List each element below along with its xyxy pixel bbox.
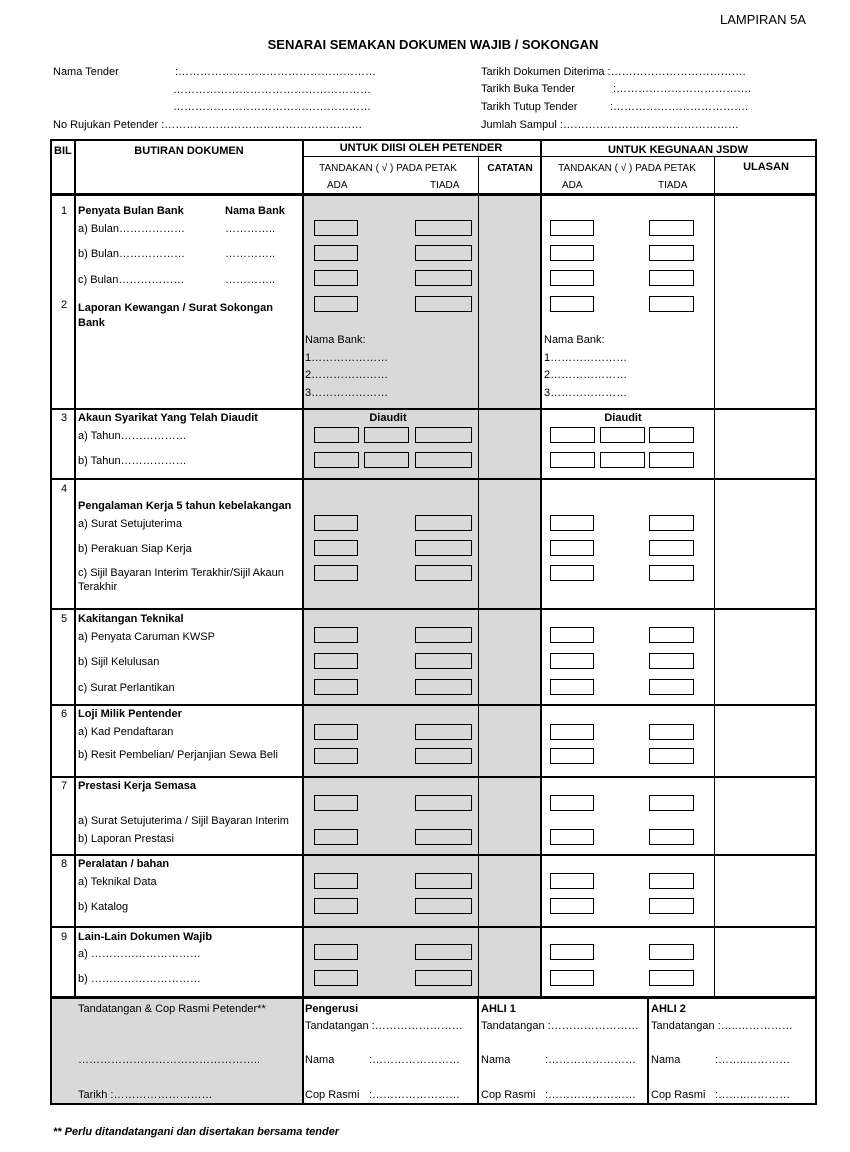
checkbox-tiada-jsdw[interactable] xyxy=(649,296,694,312)
row-line-7 xyxy=(50,776,817,778)
item-dots: ………….. xyxy=(225,223,276,235)
checkbox-ada-jsdw[interactable] xyxy=(550,970,594,986)
pengerusi-cop-label: Cop Rasmi xyxy=(305,1089,360,1101)
nama-bank-petender: Nama Bank: xyxy=(305,334,366,346)
checkbox-tiada-petender[interactable] xyxy=(415,653,472,669)
ahli1-name-label: Nama xyxy=(481,1054,511,1066)
checkbox-ada-petender[interactable] xyxy=(314,944,358,960)
checkbox-tiada-petender[interactable] xyxy=(415,627,472,643)
checkbox-tiada-petender[interactable] xyxy=(415,565,472,581)
petender-signature-line[interactable]: ………………………………………….. xyxy=(78,1054,261,1066)
ahli2-cop-label: Cop Rasmi xyxy=(651,1089,706,1101)
section-title: Kakitangan Teknikal xyxy=(78,613,184,625)
item-label: c) Sijil Bayaran Interim Terakhir/Sijil Akaun xyxy=(78,567,284,579)
bank-line: 3………………… xyxy=(305,387,389,399)
nama-bank-label: Nama Bank xyxy=(225,205,285,217)
checkbox-ada-petender[interactable] xyxy=(314,829,358,845)
checkbox-ada-petender[interactable] xyxy=(314,296,358,312)
checkbox-ada-jsdw[interactable] xyxy=(550,679,594,695)
sig-divider-2 xyxy=(647,997,649,1105)
checkbox-ada-jsdw[interactable] xyxy=(550,873,594,889)
item-label: a) Surat Setujuterima xyxy=(78,518,182,530)
checkbox-tiada-petender[interactable] xyxy=(415,296,472,312)
nama-tender-label: Nama Tender xyxy=(53,66,119,78)
bank-line: 1………………… xyxy=(544,352,628,364)
diaudit-label-petender: Diaudit xyxy=(369,412,407,424)
checkbox-tiada-petender[interactable] xyxy=(415,427,472,443)
row-number: 2 xyxy=(61,299,68,311)
item-label: b) Resit Pembelian/ Perjanjian Sewa Beli xyxy=(78,749,278,761)
checkbox-tiada-petender[interactable] xyxy=(415,898,472,914)
checkbox-tiada-petender[interactable] xyxy=(415,245,472,261)
header-bottom-line xyxy=(50,193,817,196)
ahli2-label: AHLI 2 xyxy=(651,1003,686,1015)
checkbox-tiada-petender[interactable] xyxy=(415,452,472,468)
item-label: a) Kad Pendaftaran xyxy=(78,726,174,738)
butiran-column-line xyxy=(302,139,304,1105)
checkbox-tiada-jsdw[interactable] xyxy=(649,452,694,468)
petender-header: UNTUK DIISI OLEH PETENDER xyxy=(339,142,503,154)
item-label: c) Bulan……………… xyxy=(78,274,185,286)
ahli1-cop-label: Cop Rasmi xyxy=(481,1089,536,1101)
checkbox-tiada-jsdw[interactable] xyxy=(649,873,694,889)
section-title: Pengalaman Kerja 5 tahun kebelakangan xyxy=(78,500,292,512)
checkbox-ada-petender[interactable] xyxy=(314,220,358,236)
checkbox-tiada-jsdw[interactable] xyxy=(649,540,694,556)
section-title: Lain-Lain Dokumen Wajib xyxy=(78,931,213,943)
checkbox-ada-jsdw[interactable] xyxy=(550,565,594,581)
checkbox-tiada-petender[interactable] xyxy=(415,515,472,531)
checkbox-ada-petender[interactable] xyxy=(314,245,358,261)
checkbox-ada-petender[interactable] xyxy=(314,270,358,286)
lampiran-label: LAMPIRAN 5A xyxy=(720,12,806,27)
checkbox-tiada-jsdw[interactable] xyxy=(649,898,694,914)
row-line-9 xyxy=(50,926,817,928)
item-label: a) Surat Setujuterima / Sijil Bayaran Interim xyxy=(78,815,289,827)
checkbox-tiada-petender[interactable] xyxy=(415,795,472,811)
jsdw-header: UNTUK KEGUNAAN JSDW xyxy=(608,144,748,156)
item-label: b) Bulan……………… xyxy=(78,248,185,260)
petender-column-line xyxy=(540,139,542,997)
row-number: 7 xyxy=(61,780,68,792)
checkbox-tiada-jsdw[interactable] xyxy=(649,565,694,581)
row-line-3 xyxy=(50,408,817,410)
checkbox-ada-jsdw[interactable] xyxy=(550,515,594,531)
checkbox-tiada-petender[interactable] xyxy=(415,748,472,764)
row-line-8 xyxy=(50,854,817,856)
row-line-5 xyxy=(50,608,817,610)
nama-tender-field-3: ……………………………………………… xyxy=(173,101,371,113)
item-dots: ………….. xyxy=(225,274,276,286)
item-label: b) Perakuan Siap Kerja xyxy=(78,543,192,555)
petender-signature-label: Tandatangan & Cop Rasmi Petender** xyxy=(78,1003,266,1015)
item-label: a) Tahun……………… xyxy=(78,430,187,442)
item-label: a) ………………………… xyxy=(78,948,201,960)
section-title: Laporan Kewangan / Surat Sokongan xyxy=(78,302,273,314)
pengerusi-name-label: Nama xyxy=(305,1054,335,1066)
petender-date-field[interactable]: Tarikh :……………………… xyxy=(78,1089,213,1101)
item-label: b) Laporan Prestasi xyxy=(78,833,174,845)
checkbox-ada-jsdw[interactable] xyxy=(550,724,594,740)
checkbox-ada-jsdw[interactable] xyxy=(550,540,594,556)
ahli2-signature-field[interactable]: Tandatangan :…..…………… xyxy=(651,1020,793,1032)
item-label: b) Katalog xyxy=(78,901,129,913)
checkbox-tiada-jsdw[interactable] xyxy=(649,627,694,643)
checkbox-tiada-petender[interactable] xyxy=(415,873,472,889)
checkbox-tiada-petender[interactable] xyxy=(415,829,472,845)
checkbox-diaudit-jsdw[interactable] xyxy=(600,452,645,468)
tarikh-diterima-field: Tarikh Dokumen Diterima :………………………………. xyxy=(481,66,746,78)
tiada-header-jsdw: TIADA xyxy=(658,180,688,191)
item-label: a) Bulan……………… xyxy=(78,223,185,235)
checkbox-ada-jsdw[interactable] xyxy=(550,944,594,960)
tarikh-tutup-field: :………………………………. xyxy=(610,101,749,113)
checkbox-ada-jsdw[interactable] xyxy=(550,795,594,811)
checkbox-ada-petender[interactable] xyxy=(314,427,359,443)
checkbox-diaudit-petender[interactable] xyxy=(364,427,409,443)
signature-top-line xyxy=(50,996,817,999)
bank-line: 1………………… xyxy=(305,352,389,364)
checkbox-diaudit-petender[interactable] xyxy=(364,452,409,468)
bil-header: BIL xyxy=(54,145,72,157)
item-label: Terakhir xyxy=(78,581,118,593)
checkbox-ada-jsdw[interactable] xyxy=(550,829,594,845)
checkbox-tiada-jsdw[interactable] xyxy=(649,515,694,531)
nama-tender-field: :……………………………………………… xyxy=(175,66,377,78)
checkbox-tiada-jsdw[interactable] xyxy=(649,748,694,764)
checkbox-ada-petender[interactable] xyxy=(314,627,358,643)
butiran-header: BUTIRAN DOKUMEN xyxy=(134,145,244,157)
item-label: a) Teknikal Data xyxy=(78,876,157,888)
checkbox-ada-petender[interactable] xyxy=(314,452,359,468)
ada-header-petender: ADA xyxy=(327,180,348,191)
checkbox-ada-jsdw[interactable] xyxy=(550,653,594,669)
checkbox-ada-jsdw[interactable] xyxy=(550,427,595,443)
checkbox-tiada-jsdw[interactable] xyxy=(649,427,694,443)
sig-divider-1 xyxy=(477,997,479,1105)
section-title: Penyata Bulan Bank xyxy=(78,205,184,217)
bank-line: 2………………… xyxy=(305,369,389,381)
item-dots: ………….. xyxy=(225,248,276,260)
tarikh-buka-label: Tarikh Buka Tender xyxy=(481,83,575,95)
item-label: b) Tahun……………… xyxy=(78,455,187,467)
checkbox-tiada-petender[interactable] xyxy=(415,220,472,236)
checkbox-tiada-petender[interactable] xyxy=(415,270,472,286)
checkbox-ada-jsdw[interactable] xyxy=(550,898,594,914)
tandakan-header-jsdw: TANDAKAN ( √ ) PADA PETAK xyxy=(558,163,696,174)
checkbox-tiada-jsdw[interactable] xyxy=(649,270,694,286)
checkbox-ada-petender[interactable] xyxy=(314,898,358,914)
bank-line: 3………………… xyxy=(544,387,628,399)
diaudit-label-jsdw: Diaudit xyxy=(604,412,642,424)
catatan-header: CATATAN xyxy=(487,163,533,174)
ada-header-jsdw: ADA xyxy=(562,180,583,191)
ulasan-column-line xyxy=(714,157,715,997)
item-label: a) Penyata Caruman KWSP xyxy=(78,631,215,643)
bil-column-line xyxy=(74,139,76,997)
checkbox-ada-jsdw[interactable] xyxy=(550,245,594,261)
nama-tender-field-2: ……………………………………………… xyxy=(173,84,371,96)
section-title: Loji Milik Pentender xyxy=(78,708,182,720)
checkbox-tiada-petender[interactable] xyxy=(415,679,472,695)
checkbox-tiada-jsdw[interactable] xyxy=(649,220,694,236)
jumlah-sampul-field: Jumlah Sampul :………………………………………… xyxy=(481,119,739,131)
section-title: Bank xyxy=(78,317,105,329)
checkbox-tiada-jsdw[interactable] xyxy=(649,679,694,695)
checkbox-ada-petender[interactable] xyxy=(314,748,358,764)
row-number: 5 xyxy=(61,613,68,625)
pengerusi-label: Pengerusi xyxy=(305,1003,359,1015)
pengerusi-cop-field[interactable]: :…………………… xyxy=(369,1089,461,1101)
checkbox-ada-jsdw[interactable] xyxy=(550,270,594,286)
tiada-header-petender: TIADA xyxy=(430,180,460,191)
item-label: c) Surat Perlantikan xyxy=(78,682,175,694)
row-number: 1 xyxy=(61,205,68,217)
checkbox-tiada-jsdw[interactable] xyxy=(649,795,694,811)
checkbox-ada-petender[interactable] xyxy=(314,679,358,695)
item-label: b) ………………………… xyxy=(78,973,201,985)
ahli1-cop-field[interactable]: :…………………… xyxy=(545,1089,637,1101)
checkbox-tiada-petender[interactable] xyxy=(415,540,472,556)
checkbox-tiada-petender[interactable] xyxy=(415,970,472,986)
checkbox-ada-petender[interactable] xyxy=(314,795,358,811)
tarikh-buka-field: :………………………………. xyxy=(613,83,752,95)
tarikh-tutup-label: Tarikh Tutup Tender xyxy=(481,101,578,113)
checkbox-ada-petender[interactable] xyxy=(314,540,358,556)
checkbox-tiada-petender[interactable] xyxy=(415,724,472,740)
checkbox-ada-jsdw[interactable] xyxy=(550,452,595,468)
row-number: 6 xyxy=(61,708,68,720)
checkbox-diaudit-jsdw[interactable] xyxy=(600,427,645,443)
page-title: SENARAI SEMAKAN DOKUMEN WAJIB / SOKONGAN xyxy=(267,37,599,52)
checkbox-ada-petender[interactable] xyxy=(314,970,358,986)
section-title: Akaun Syarikat Yang Telah Diaudit xyxy=(78,412,258,424)
checkbox-ada-jsdw[interactable] xyxy=(550,220,594,236)
checkbox-ada-petender[interactable] xyxy=(314,724,358,740)
nama-bank-jsdw: Nama Bank: xyxy=(544,334,605,346)
checkbox-ada-petender[interactable] xyxy=(314,515,358,531)
checkbox-ada-petender[interactable] xyxy=(314,565,358,581)
footnote: ** Perlu ditandatangani dan disertakan bersama tender xyxy=(53,1126,340,1138)
checkbox-ada-petender[interactable] xyxy=(314,653,358,669)
item-label: b) Sijil Kelulusan xyxy=(78,656,160,668)
checkbox-ada-jsdw[interactable] xyxy=(550,296,594,312)
checkbox-tiada-petender[interactable] xyxy=(415,944,472,960)
row-number: 3 xyxy=(61,412,68,424)
checkbox-tiada-jsdw[interactable] xyxy=(649,653,694,669)
pengerusi-name-field[interactable]: :…………………… xyxy=(369,1054,461,1066)
pengerusi-signature-field[interactable]: Tandatangan :…………………… xyxy=(305,1020,463,1032)
section-title: Peralatan / bahan xyxy=(78,858,170,870)
checkbox-tiada-jsdw[interactable] xyxy=(649,944,694,960)
ahli1-name-field[interactable]: :…………………… xyxy=(545,1054,637,1066)
checkbox-tiada-jsdw[interactable] xyxy=(649,970,694,986)
row-number: 4 xyxy=(61,483,68,495)
row-number: 8 xyxy=(61,858,68,870)
ahli2-name-label: Nama xyxy=(651,1054,681,1066)
checkbox-tiada-jsdw[interactable] xyxy=(649,829,694,845)
no-rujukan-field: No Rujukan Petender :……………………………………………… xyxy=(53,119,363,131)
checkbox-tiada-jsdw[interactable] xyxy=(649,245,694,261)
ahli2-cop-field[interactable]: :……..………… xyxy=(715,1089,791,1101)
row-line-6 xyxy=(50,704,817,706)
checkbox-ada-jsdw[interactable] xyxy=(550,748,594,764)
section-title: Prestasi Kerja Semasa xyxy=(78,780,197,792)
tandakan-header-petender: TANDAKAN ( √ ) PADA PETAK xyxy=(319,163,457,174)
row-number: 9 xyxy=(61,931,68,943)
checkbox-tiada-jsdw[interactable] xyxy=(649,724,694,740)
checkbox-ada-petender[interactable] xyxy=(314,873,358,889)
ahli2-name-field[interactable]: :……..………… xyxy=(715,1054,791,1066)
ulasan-header: ULASAN xyxy=(743,161,789,173)
bank-line: 2………………… xyxy=(544,369,628,381)
ahli1-signature-field[interactable]: Tandatangan :…………………… xyxy=(481,1020,639,1032)
checkbox-ada-jsdw[interactable] xyxy=(550,627,594,643)
row-line-4 xyxy=(50,478,817,480)
ahli1-label: AHLI 1 xyxy=(481,1003,516,1015)
catatan-column-line xyxy=(478,157,479,997)
